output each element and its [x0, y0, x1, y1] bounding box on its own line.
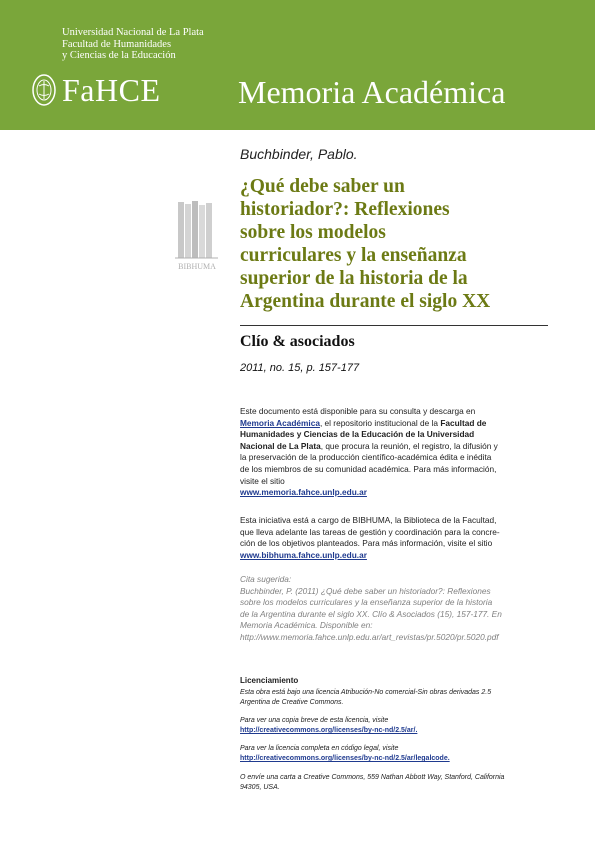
availability-line: la preservación de la producción científico-académica édita e inédita — [240, 452, 492, 463]
license-line: Argentina de Creative Commons. — [240, 699, 344, 706]
title-line: superior de la historia de la — [240, 268, 468, 289]
bibhuma-books-logo — [170, 200, 224, 272]
title-line: ¿Qué debe saber un — [240, 176, 405, 197]
title-line: Argentina durante el siglo XX — [240, 291, 491, 312]
faculty-name-bold: Humanidades y Ciencias de la Educación de la Universidad — [240, 429, 475, 440]
availability-line: , que procura la reunión, el registro, la difusión y — [320, 440, 498, 451]
license-address — [240, 773, 560, 793]
license-full — [240, 744, 560, 764]
fahce-acronym: FaHCE — [62, 72, 161, 108]
bibhuma-logo-label: BIBHUMA — [178, 262, 216, 271]
suggested-citation — [240, 574, 550, 644]
title-line: curriculares y la enseñanza — [240, 245, 467, 266]
license-heading: Licenciamiento — [240, 676, 299, 685]
repository-name: Memoria Académica — [238, 74, 506, 110]
license-text — [240, 688, 560, 708]
memoria-academica-link[interactable]: Memoria Académica — [240, 417, 320, 428]
bibhuma-paragraph — [240, 515, 550, 561]
bibhuma-line: Esta iniciativa está a cargo de BIBHUMA, la Biblioteca de la Facultad, — [240, 515, 497, 525]
header-banner — [0, 0, 595, 130]
suggested-citation-line: Buchbinder, P. (2011) ¿Qué debe saber un historiador?: Reflexiones — [240, 585, 491, 596]
license-summary-intro: Para ver una copia breve de esta licencia, visite — [240, 717, 389, 724]
bibhuma-line: ción de los objetivos planteados. Para más información, visite el sitio — [240, 538, 493, 549]
license-summary — [240, 716, 560, 736]
availability-line: , el repositorio institucional de la — [319, 417, 441, 428]
institution-line-university: Universidad Nacional de La Plata — [62, 27, 204, 38]
title-line: historiador?: Reflexiones — [240, 199, 450, 220]
bibhuma-website-link[interactable]: www.bibhuma.fahce.unlp.edu.ar — [240, 549, 367, 560]
license-full-intro: Para ver la licencia completa en código legal, visite — [240, 745, 399, 752]
availability-line: de los miembros de su comunidad académica. Para más información, — [240, 463, 497, 474]
license-address-line: 94305, USA. — [240, 784, 280, 791]
document-title — [240, 175, 570, 313]
university-seal-icon — [30, 72, 58, 108]
license-address-line: O envíe una carta a Creative Commons, 559 Nathan Abbott Way, Stanford, California — [240, 774, 505, 781]
journal-name: Clío & asociados — [240, 333, 355, 350]
suggested-citation-url[interactable]: http://www.memoria.fahce.unlp.edu.ar/art_revistas/pr.5020/pr.5020.pdf — [240, 631, 499, 642]
university-name-bold: Nacional de La Plata — [240, 440, 321, 451]
bibhuma-line: que lleva adelante las tareas de gestión y coordinación para la concre- — [240, 526, 500, 537]
suggested-citation-heading: Cita sugerida: — [240, 574, 292, 584]
availability-line: visite el sitio — [240, 475, 285, 486]
title-divider — [240, 325, 548, 326]
suggested-citation-line: de la Argentina durante el siglo XX. Clío & Asociados (15), 157-177. En — [240, 608, 502, 619]
institution-line-faculty-2: y Ciencias de la Educación — [62, 50, 176, 61]
institution-line-faculty: Facultad de Humanidades — [62, 38, 172, 50]
author: Buchbinder, Pablo. — [240, 146, 358, 162]
title-line: sobre los modelos — [240, 222, 386, 243]
license-full-link[interactable]: http://creativecommons.org/licenses/by-nc-nd/2.5/ar/legalcode. — [240, 755, 450, 762]
license-line: Esta obra está bajo una licencia Atribución-No comercial-Sin obras derivadas 2.5 — [240, 689, 492, 696]
suggested-citation-line: sobre los modelos curriculares y la enseñanza superior de la historia — [240, 597, 493, 608]
suggested-citation-line: Memoria Académica. Disponible en: — [240, 620, 373, 631]
availability-line: Este documento está disponible para su consulta y descarga en — [240, 406, 476, 416]
institution-name — [62, 27, 204, 62]
faculty-name-bold: Facultad de — [440, 417, 487, 428]
memoria-website-link[interactable]: www.memoria.fahce.unlp.edu.ar — [240, 487, 367, 498]
license-summary-link[interactable]: http://creativecommons.org/licenses/by-nc-nd/2.5/ar/. — [240, 727, 418, 734]
availability-paragraph — [240, 406, 550, 499]
citation-details: 2011, no. 15, p. 157-177 — [240, 362, 360, 374]
